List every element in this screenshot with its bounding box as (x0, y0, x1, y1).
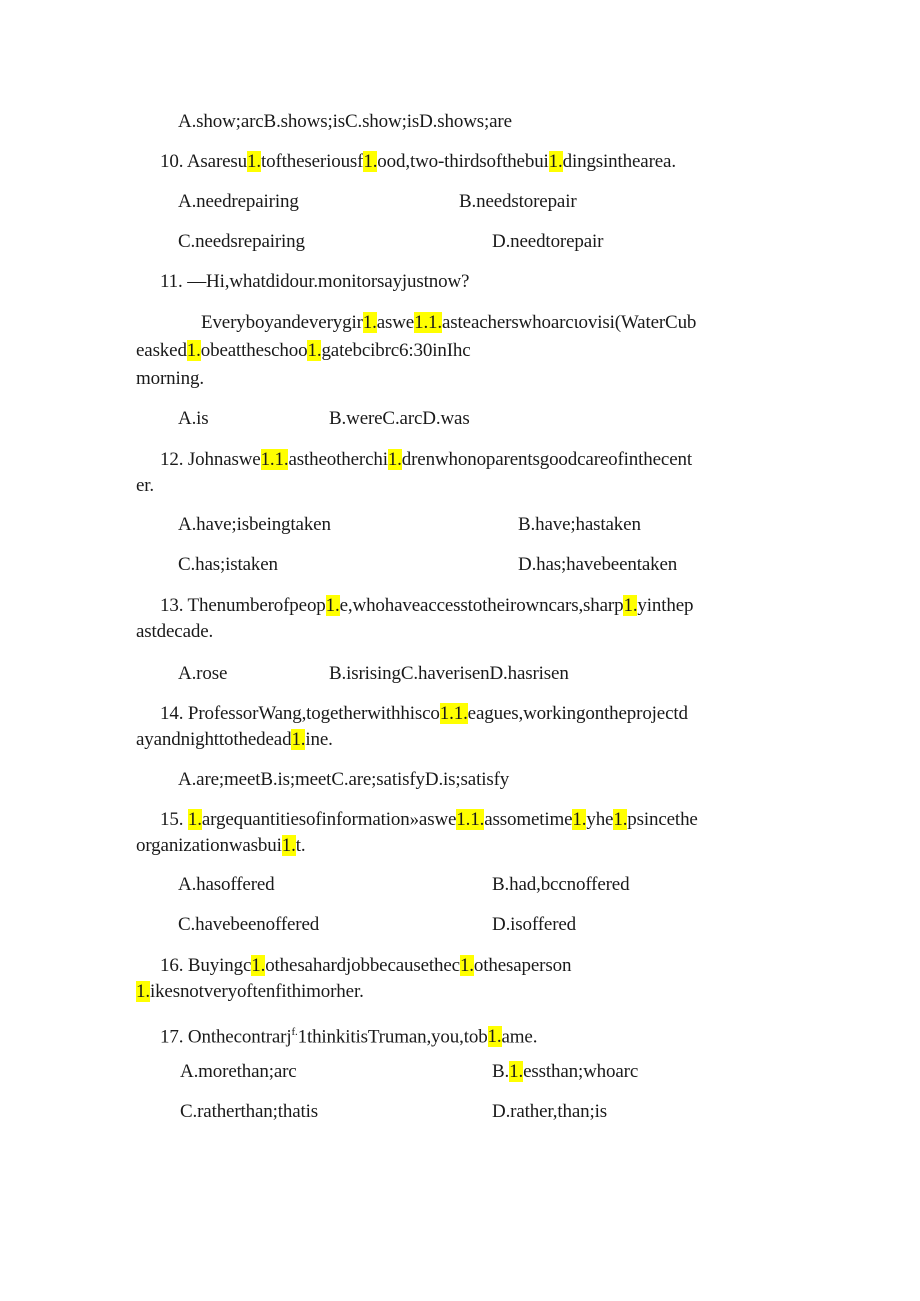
q15-option-b: B.had,bccnoffered (492, 874, 630, 895)
q12-option-c: C.has;istaken (178, 554, 278, 575)
q12-option-d: D.has;havebeentaken (518, 554, 678, 575)
q13-options-bcd: B.isrisingC.haverisenD.hasrisen (329, 663, 569, 684)
q11-line-3: easked1.obeattheschoo1.gatebcibrc6:30inIhc (136, 340, 471, 361)
q14-options: A.are;meetB.is;meetC.are;satisfyD.is;satisfy (178, 769, 510, 790)
q14-stem: 14. ProfessorWang,togetherwithhisco1.1.eagues,workingontheprojectd (160, 703, 688, 724)
q15-option-d: D.isoffered (492, 914, 576, 935)
q14-line-2: ayandnighttothedead1.ine. (136, 729, 333, 750)
q11-stem: 11. —Hi,whatdidour.monitorsayjustnow? (160, 271, 470, 292)
q15-option-c: C.havebeenoffered (178, 914, 320, 935)
q13-line-2: astdecade. (136, 621, 214, 642)
q10-stem: 10. Asaresu1.toftheseriousf1.ood,two-thirdsofthebui1.dingsinthearea. (160, 151, 676, 172)
q16-stem: 16. Buyingc1.othesahardjobbecausethec1.othesaperson (160, 955, 572, 976)
q17-option-a: A.morethan;arc (180, 1061, 297, 1082)
q16-line-2: 1.ikesnotveryoftenfithimorher. (136, 981, 364, 1002)
q10-option-b: B.needstorepair (459, 191, 577, 212)
q15-option-a: A.hasoffered (178, 874, 275, 895)
q12-option-b: B.have;hastaken (518, 514, 641, 535)
q17-option-c: C.ratherthan;thatis (180, 1101, 319, 1122)
q17-option-b: B.1.essthan;whoarc (492, 1061, 639, 1082)
q10-option-c: C.needsrepairing (178, 231, 305, 252)
q11-line-4: morning. (136, 368, 204, 389)
q12-stem: 12. Johnaswe1.1.astheotherchi1.drenwhonoparentsgoodcareofinthecent (160, 449, 692, 470)
q15-stem: 15. 1.argequantitiesofinformation»aswe1.1.assometime1.yhe1.psincethe (160, 809, 698, 830)
q12-option-a: A.have;isbeingtaken (178, 514, 331, 535)
q13-option-a: A.rose (178, 663, 228, 684)
q17-stem: 17. Onthecontrarj$^{f.}$1thinkitisTruman,you,tob1.ame. (160, 1026, 538, 1048)
q11-line-2: Everyboyandeverygir1.aswe1.1.asteacherswhoarcιovisi(WaterCub (201, 312, 697, 333)
q15-line-2: organizationwasbui1.t. (136, 835, 306, 856)
q13-stem: 13. Thenumberofpeop1.e,whohaveaccesstotheirowncars,sharp1.yinthep (160, 595, 694, 616)
q11-options-bcd: B.wereC.arcD.was (329, 408, 470, 429)
q12-line-2: er. (136, 475, 155, 496)
q10-option-d: D.needtorepair (492, 231, 604, 252)
q10-option-a: A.needrepairing (178, 191, 299, 212)
q9-options: A.show;arcB.shows;isC.show;isD.shows;are (178, 111, 512, 132)
q11-option-a: A.is (178, 408, 209, 429)
q17-option-d: D.rather,than;is (492, 1101, 608, 1122)
